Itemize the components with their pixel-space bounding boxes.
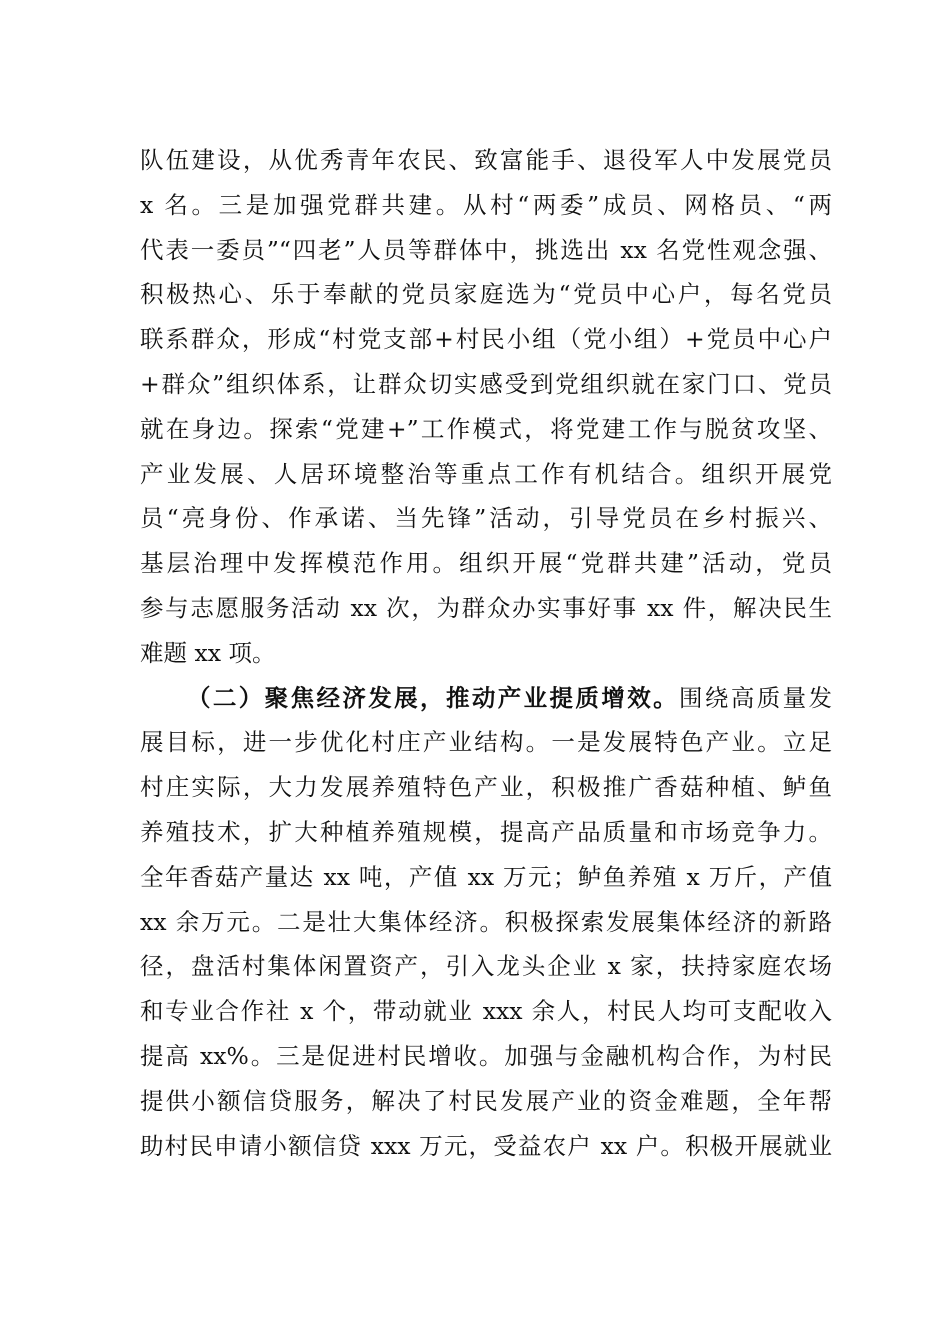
text-line: 参与志愿服务活动 xx 次，为群众办实事好事 xx 件，解决民生: [140, 593, 832, 622]
text-line: 代表一委员”“四老”人员等群体中，挑选出 xx 名党性观念强、: [140, 235, 832, 264]
text-line: 养殖技术，扩大种植养殖规模，提高产品质量和市场竞争力。: [140, 817, 832, 846]
text-line: 提高 xx%。三是促进村民增收。加强与金融机构合作，为村民: [140, 1041, 832, 1070]
text-line: xx 余万元。二是壮大集体经济。积极探索发展集体经济的新路: [140, 907, 832, 936]
text-line: 提供小额信贷服务，解决了村民发展产业的资金难题，全年帮: [140, 1086, 832, 1115]
text-line: 和专业合作社 x 个，带动就业 xxx 余人，村民人均可支配收入: [140, 997, 832, 1026]
text-line: 径，盘活村集体闲置资产，引入龙头企业 x 家，扶持家庭农场: [140, 952, 832, 981]
section-heading: （二）聚焦经济发展，推动产业提质增效。: [187, 683, 680, 712]
text-line: 积极热心、乐于奉献的党员家庭选为“党员中心户，每名党员: [140, 280, 832, 309]
text-line: 就在身边。探索“党建+”工作模式，将党建工作与脱贫攻坚、: [140, 414, 832, 443]
paragraph-economic-development: [140, 676, 832, 1169]
text-line: +群众”组织体系，让群众切实感受到党组织就在家门口、党员: [140, 369, 832, 398]
text-line: 基层治理中发挥模范作用。组织开展“党群共建”活动，党员: [140, 549, 832, 578]
text-line: x 名。三是加强党群共建。从村“两委”成员、网格员、“两: [140, 190, 832, 219]
text-line: 员“亮身份、作承诺、当先锋”活动，引导党员在乡村振兴、: [140, 504, 832, 533]
text-line: 难题 xx 项。: [140, 638, 276, 667]
text-span: 围绕高质量发: [679, 683, 833, 712]
document-page: [140, 138, 832, 1168]
text-line: 队伍建设，从优秀青年农民、致富能手、退役军人中发展党员: [140, 146, 832, 174]
text-line: 全年香菇产量达 xx 吨，产值 xx 万元；鲈鱼养殖 x 万斤，产值: [140, 862, 832, 891]
text-line: 展目标，进一步优化村庄产业结构。一是发展特色产业。立足: [140, 728, 832, 757]
text-line: 村庄实际，大力发展养殖特色产业，积极推广香菇种植、鲈鱼: [140, 773, 832, 802]
heading-line: [140, 676, 832, 721]
text-line: 产业发展、人居环境整治等重点工作有机结合。组织开展党: [140, 459, 832, 488]
text-line: 联系群众，形成“村党支部+村民小组（党小组）+党员中心户: [140, 325, 832, 354]
paragraph-party-building: [140, 138, 832, 676]
text-line: 助村民申请小额信贷 xxx 万元，受益农户 xx 户。积极开展就业: [140, 1131, 832, 1160]
